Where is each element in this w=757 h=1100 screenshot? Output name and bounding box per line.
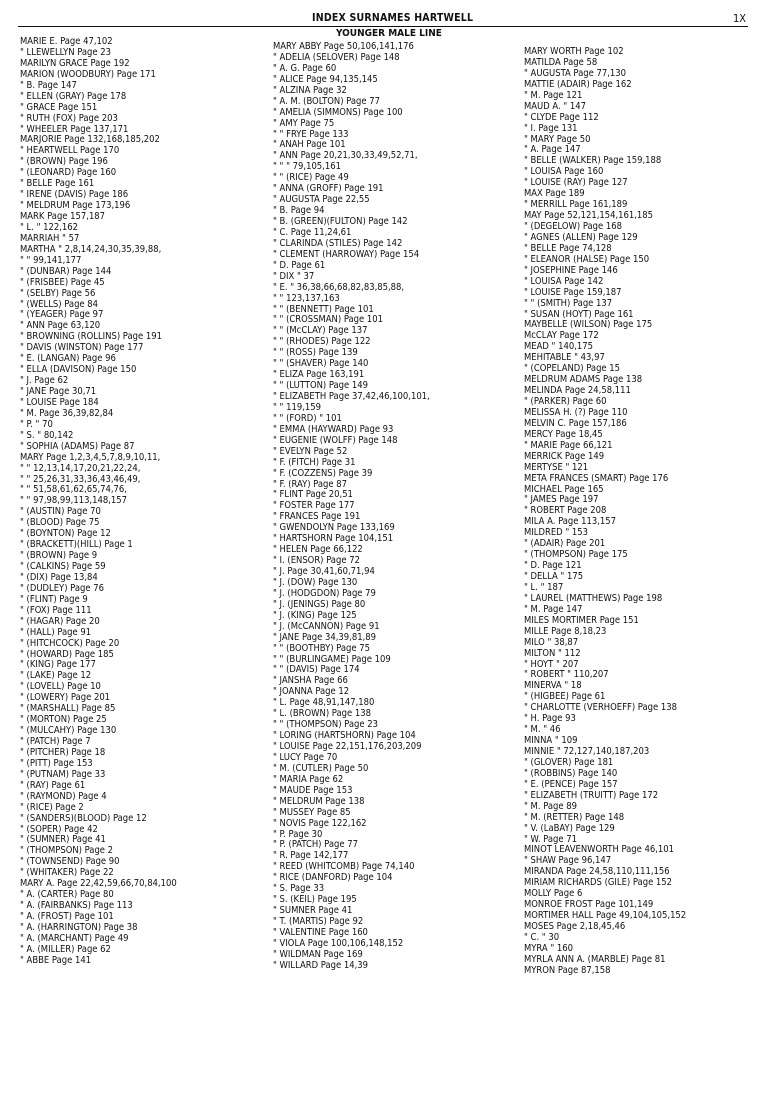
index-entry: " L. Page 48,91,147,180 — [273, 698, 375, 709]
index-entry: " LOUISE Page 22,151,176,203,209 — [273, 742, 422, 752]
index-entry: MAY Page 52,121,154,161,185 — [524, 211, 654, 222]
index-entry: MAYBELLE (WILSON) Page 175 — [524, 320, 653, 331]
index-entry: " HELEN Page 66,122 — [273, 545, 363, 556]
index-entry: " " 97,98,99,113,148,157 — [20, 496, 127, 507]
index-entry: " LOUISE (RAY) Page 127 — [524, 178, 628, 189]
index-entry: " LLEWELLYN Page 23 — [20, 47, 112, 58]
index-entry: " (HIGBEE) Page 61 — [524, 692, 606, 703]
index-entry: " (BROWN) Page 196 — [20, 157, 108, 168]
index-entry: MARK Page 157,187 — [20, 212, 106, 222]
index-entry: " EUGENIE (WOLFF) Page 148 — [273, 435, 398, 446]
index-entry: " NOVIS Page 122,162 — [273, 818, 367, 829]
index-entry: " " FRYE Page 133 — [273, 129, 349, 140]
index-entry: " (HITCHCOCK) Page 20 — [20, 638, 120, 649]
index-entry: " A. G. Page 60 — [273, 63, 337, 74]
index-entry: " DIX " 37 — [273, 271, 315, 282]
index-entry: MINOT LEAVENWORTH Page 46,101 — [524, 845, 675, 856]
index-entry: " " 99,141,177 — [20, 255, 82, 266]
index-entry: " (THOMPSON) Page 175 — [524, 550, 628, 561]
index-entry: MYRLA ANN A. (MARBLE) Page 81 — [524, 954, 666, 965]
index-entry: " (GLOVER) Page 181 — [524, 757, 614, 768]
index-entry: " " (DAVIS) Page 174 — [273, 665, 360, 676]
index-entry: " " 12,13,14,17,20,21,22,24, — [20, 463, 141, 474]
index-entry: McCLAY Page 172 — [524, 331, 599, 342]
index-entry: " (HOWARD) Page 185 — [20, 649, 114, 660]
index-entry: " (AUSTIN) Page 70 — [20, 507, 101, 518]
index-entry: " EVELYN Page 52 — [273, 446, 348, 457]
index-entry: " (SUMNER) Page 41 — [20, 835, 106, 846]
index-entry: MATTIE (ADAIR) Page 162 — [524, 79, 632, 90]
index-entry: " (THOMPSON) Page 2 — [20, 846, 114, 857]
index-entry: " (SELBY) Page 56 — [20, 288, 96, 299]
index-entry: MYRA " 160 — [524, 943, 574, 954]
index-entry: " (BRACKETT)(HILL) Page 1 — [20, 540, 133, 551]
index-entry: " " (LUTTON) Page 149 — [273, 381, 369, 392]
index-entry: " (LAKE) Page 12 — [20, 671, 92, 682]
index-entry: " ANAH Page 101 — [273, 140, 346, 151]
index-entry: " MERRILL Page 161,189 — [524, 200, 628, 211]
index-entry: " VALENTINE Page 160 — [273, 927, 368, 938]
index-entry: " (LOVELL) Page 10 — [20, 682, 101, 693]
index-entry: " JANE Page 30,71 — [20, 387, 97, 397]
index-entry: " S. Page 33 — [273, 884, 325, 895]
index-entry: " L. " 122,162 — [20, 222, 79, 233]
index-entry: " " (SMITH) Page 137 — [524, 298, 613, 309]
index-entry: " MELDRUM Page 173,196 — [20, 201, 131, 212]
page-number: 1X — [733, 12, 747, 25]
index-entry: MELDRUM ADAMS Page 138 — [524, 375, 643, 386]
index-entry: " ALZINA Page 32 — [273, 85, 347, 96]
index-column-3 — [524, 47, 756, 977]
index-entry: " (DEGELOW) Page 168 — [524, 222, 622, 232]
index-entry: MELISSA H. (?) Page 110 — [524, 407, 628, 418]
index-entry: " (WHITAKER) Page 22 — [20, 868, 114, 879]
index-entry: MICHAEL Page 165 — [524, 484, 604, 495]
index-entry: " LORING (HARTSHORN) Page 104 — [273, 731, 416, 742]
index-entry: " BELLE Page 74,128 — [524, 243, 612, 254]
index-entry: MILLE Page 8,18,23 — [524, 626, 607, 637]
index-entry: MELINDA Page 24,58,111 — [524, 386, 631, 397]
index-entry: MIRIAM RICHARDS (GILE) Page 152 — [524, 878, 673, 889]
index-entry: " AUGUSTA Page 22,55 — [273, 195, 370, 206]
index-entry: MARJORIE Page 132,168,185,202 — [20, 135, 160, 146]
index-entry: " SHAW Page 96,147 — [524, 856, 612, 867]
index-entry: " WHEELER Page 137,171 — [20, 124, 129, 135]
index-entry: " P. " 70 — [20, 419, 53, 430]
index-entry: " BELLE (WALKER) Page 159,188 — [524, 156, 662, 167]
index-entry: " " (FORD) " 101 — [273, 413, 342, 424]
index-entry: MONROE FROST Page 101,149 — [524, 900, 654, 911]
index-entry: MIRANDA Page 24,58,110,111,156 — [524, 867, 670, 878]
index-entry: " ROBERT " 110,207 — [524, 670, 609, 681]
index-entry: " J. Page 30,41,60,71,94 — [273, 567, 375, 577]
index-entry: " (PATCH) Page 7 — [20, 737, 91, 747]
index-entry: " A. (MILLER) Page 62 — [20, 944, 111, 955]
index-entry: " " 123,137,163 — [273, 293, 340, 304]
index-entry: " M. Page 147 — [524, 604, 583, 615]
index-entry: MARILYN GRACE Page 192 — [20, 58, 130, 69]
index-entry: " " (SHAVER) Page 140 — [273, 359, 369, 370]
index-entry: " BELLE Page 161 — [20, 179, 95, 190]
index-entry: " ELIZABETH Page 37,42,46,100,101, — [273, 392, 430, 402]
index-entry: " ELEANOR (HALSE) Page 150 — [524, 254, 650, 265]
index-entry: " (LOWERY) Page 201 — [20, 693, 111, 704]
index-entry: " S. " 80,142 — [20, 430, 74, 441]
index-entry: " FOSTER Page 177 — [273, 501, 355, 512]
index-entry: " ANNA (GROFF) Page 191 — [273, 184, 384, 195]
index-entry: MILTON " 112 — [524, 648, 581, 659]
index-entry: " R. Page 142,177 — [273, 851, 349, 862]
index-entry: " M. (CUTLER) Page 50 — [273, 763, 369, 774]
index-entry: " F. (FITCH) Page 31 — [273, 457, 356, 468]
index-entry: " " (THOMPSON) Page 23 — [273, 720, 378, 731]
index-column-2 — [273, 42, 513, 972]
index-entry: " JANE Page 34,39,81,89 — [273, 632, 376, 643]
index-entry: MARRIAH " 57 — [20, 233, 80, 244]
index-entry: MARY ABBY Page 50,106,141,176 — [273, 42, 414, 52]
index-entry: " (PUTNAM) Page 33 — [20, 769, 106, 780]
index-entry: " (ROBBINS) Page 140 — [524, 768, 618, 779]
index-entry: " (BLOOD) Page 75 — [20, 518, 100, 529]
index-entry: " ROBERT Page 208 — [524, 506, 607, 517]
index-entry: MAUD A. " 147 — [524, 101, 587, 112]
index-entry: " (LEONARD) Page 160 — [20, 168, 117, 179]
index-entry: MEAD " 140,175 — [524, 342, 593, 353]
index-entry: " LOUISE Page 184 — [20, 397, 99, 408]
index-entry: " MELDRUM Page 138 — [273, 796, 365, 807]
index-entry: " CLARINDA (STILES) Page 142 — [273, 238, 403, 249]
index-entry: MARIE E. Page 47,102 — [20, 37, 113, 47]
index-entry: " CLEMENT (HARROWAY) Page 154 — [273, 249, 420, 260]
index-entry: " (DUNBAR) Page 144 — [20, 266, 112, 277]
index-entry: " (TOWNSEND) Page 90 — [20, 857, 120, 868]
index-entry: " M. Page 36,39,82,84 — [20, 408, 114, 419]
index-entry: " IRENE (DAVIS) Page 186 — [20, 190, 129, 201]
index-entry: " A. M. (BOLTON) Page 77 — [273, 96, 380, 107]
index-entry: " F. (RAY) Page 87 — [273, 479, 347, 490]
page-header — [0, 12, 757, 26]
index-entry: " S. (KEIL) Page 195 — [273, 895, 357, 906]
index-entry: " A. (FROST) Page 101 — [20, 912, 114, 922]
index-entry: " CLYDE Page 112 — [524, 112, 599, 123]
index-entry: " WILLARD Page 14,39 — [273, 960, 368, 971]
index-entry: " (MORTON) Page 25 — [20, 715, 107, 726]
index-entry: " " (McCLAY) Page 137 — [273, 326, 368, 337]
index-entry: " ELLEN (GRAY) Page 178 — [20, 91, 127, 102]
index-entry: " M. Page 121 — [524, 90, 583, 101]
index-entry: " LOUISA Page 142 — [524, 276, 604, 287]
index-entry: " (PITCHER) Page 18 — [20, 747, 106, 758]
index-entry: " (FLINT) Page 9 — [20, 594, 88, 605]
index-entry: " GRACE Page 151 — [20, 102, 98, 113]
index-entry: MILO " 38,87 — [524, 637, 579, 648]
index-entry: MAX Page 189 — [524, 189, 585, 200]
index-entry: MERCY Page 18,45 — [524, 429, 603, 440]
index-entry: " GWENDOLYN Page 133,169 — [273, 523, 395, 534]
index-entry: " ELIZABETH (TRUITT) Page 172 — [524, 790, 659, 801]
index-entry: " RICE (DANFORD) Page 104 — [273, 873, 393, 884]
index-entry: " " (RHODES) Page 122 — [273, 337, 371, 348]
index-entry: " (BROWN) Page 9 — [20, 551, 98, 562]
index-entry: MARY A. Page 22,42,59,66,70,84,100 — [20, 879, 177, 890]
index-entry: " E. (PENCE) Page 157 — [524, 779, 618, 790]
index-entry: " (MARSHALL) Page 85 — [20, 704, 116, 715]
index-entry: " " (ROSS) Page 139 — [273, 348, 358, 359]
index-entry: " B. Page 147 — [20, 80, 77, 91]
index-entry: " M. " 46 — [524, 725, 561, 736]
index-entry: MILA A. Page 113,157 — [524, 517, 617, 528]
index-entry: " (BOYNTON) Page 12 — [20, 529, 111, 540]
index-entry: " " " 79,105,161 — [273, 162, 341, 173]
index-column-1 — [20, 37, 270, 967]
index-entry: " EMMA (HAYWARD) Page 93 — [273, 424, 394, 435]
index-entry: " A. (HARRINGTON) Page 38 — [20, 922, 138, 933]
index-entry: " DELLA " 175 — [524, 572, 584, 582]
index-entry: " V. (LaBAY) Page 129 — [524, 823, 615, 834]
index-entry: " (DIX) Page 13,84 — [20, 572, 98, 583]
index-entry: MOSES Page 2,18,45,46 — [524, 922, 626, 932]
index-entry: " JOSEPHINE Page 146 — [524, 265, 618, 276]
index-entry: " L. (BROWN) Page 138 — [273, 709, 371, 720]
index-entry: " ABBE Page 141 — [20, 955, 92, 966]
index-entry: " MARY Page 50 — [524, 134, 591, 145]
index-entry: " SUMNER Page 41 — [273, 906, 353, 917]
index-entry: " A. Page 147 — [524, 145, 581, 156]
index-entry: " BROWNING (ROLLINS) Page 191 — [20, 332, 162, 343]
index-entry: " HEARTWELL Page 170 — [20, 146, 120, 157]
index-entry: " J. (JENINGS) Page 80 — [273, 599, 366, 610]
index-entry: " J. (DOW) Page 130 — [273, 577, 358, 588]
index-entry: MERRICK Page 149 — [524, 451, 605, 462]
index-entry: " A. (CARTER) Page 80 — [20, 890, 114, 901]
index-entry: " " 25,26,31,33,36,43,46,49, — [20, 474, 141, 485]
index-entry: " (SOPER) Page 42 — [20, 824, 98, 835]
index-entry: " B. Page 94 — [273, 206, 325, 217]
index-entry: " M. (RETTER) Page 148 — [524, 812, 625, 823]
index-entry: " JANSHA Page 66 — [273, 676, 348, 687]
index-entry: " AMELIA (SIMMONS) Page 100 — [273, 107, 403, 118]
index-entry: " ADELIA (SELOVER) Page 148 — [273, 52, 400, 63]
page-title: INDEX SURNAMES HARTWELL — [312, 12, 474, 24]
index-entry: " (KING) Page 177 — [20, 660, 96, 671]
index-entry: " (ADAIR) Page 201 — [524, 539, 606, 550]
index-entry: " E. " 36,38,66,68,82,83,85,88, — [273, 282, 405, 293]
index-entry: " A. (MARCHANT) Page 49 — [20, 933, 129, 944]
index-entry: " (FRISBEE) Page 45 — [20, 277, 105, 288]
index-entry: " DAVIS (WINSTON) Page 177 — [20, 343, 144, 354]
index-entry: " " (BURLINGAME) Page 109 — [273, 654, 391, 665]
index-entry: " (RAYMOND) Page 4 — [20, 791, 107, 802]
index-entry: " L. " 187 — [524, 582, 564, 593]
index-entry: " RUTH (FOX) Page 203 — [20, 113, 118, 124]
index-entry: MARION (WOODBURY) Page 171 — [20, 69, 156, 80]
index-entry: " F. (COZZENS) Page 39 — [273, 468, 373, 479]
index-entry: " REED (WHITCOMB) Page 74,140 — [273, 862, 415, 873]
index-entry: MINNA " 109 — [524, 736, 578, 747]
index-entry: " " 51,58,61,62,65,74,76, — [20, 485, 127, 496]
index-entry: " (HAGAR) Page 20 — [20, 616, 100, 627]
index-entry: " W. Page 71 — [524, 834, 577, 845]
index-entry: " (CALKINS) Page 59 — [20, 562, 106, 572]
index-entry: " B. (GREEN)(FULTON) Page 142 — [273, 217, 408, 227]
index-entry: " MUSSEY Page 85 — [273, 807, 351, 818]
index-entry: MILES MORTIMER Page 151 — [524, 615, 639, 626]
index-entry: " FLINT Page 20,51 — [273, 490, 353, 501]
index-entry: " ALICE Page 94,135,145 — [273, 74, 378, 85]
index-entry: " T. (MARTIS) Page 92 — [273, 917, 364, 927]
index-entry: " J. (KING) Page 125 — [273, 610, 357, 621]
index-entry: " P. Page 30 — [273, 829, 323, 840]
index-entry: " J. (HODGDON) Page 79 — [273, 588, 376, 599]
index-entry: " WILDMAN Page 169 — [273, 949, 363, 960]
index-entry: " " 119,159 — [273, 402, 321, 413]
index-entry: " I. Page 131 — [524, 123, 578, 134]
index-entry: MORTIMER HALL Page 49,104,105,152 — [524, 911, 687, 922]
index-entry: " LOUISE Page 159,187 — [524, 287, 622, 298]
index-entry: " MAUDE Page 153 — [273, 785, 353, 796]
index-entry: " HARTSHORN Page 104,151 — [273, 534, 394, 545]
index-entry: " LUCY Page 70 — [273, 752, 338, 763]
index-entry: " JOANNA Page 12 — [273, 687, 350, 698]
index-entry: " HOYT " 207 — [524, 659, 579, 670]
index-entry: " SOPHIA (ADAMS) Page 87 — [20, 441, 135, 452]
index-entry: " MARIE Page 66,121 — [524, 440, 613, 451]
index-entry: " M. Page 89 — [524, 801, 577, 812]
index-entry: " AUGUSTA Page 77,130 — [524, 68, 626, 79]
index-entry: " (RAY) Page 61 — [20, 780, 86, 791]
index-entry: " C. Page 11,24,61 — [273, 227, 352, 238]
index-entry: " I. (ENSOR) Page 72 — [273, 556, 360, 567]
index-entry: " (FOX) Page 111 — [20, 605, 92, 616]
index-entry: " " (BENNETT) Page 101 — [273, 304, 374, 315]
index-entry: " C. " 30 — [524, 932, 560, 943]
index-entry: " MARIA Page 62 — [273, 774, 344, 785]
index-entry: " P. (PATCH) Page 77 — [273, 840, 358, 851]
index-entry: " " (BOOTHBY) Page 75 — [273, 643, 370, 654]
index-entry: " ELIZA Page 163,191 — [273, 370, 365, 381]
index-entry: META FRANCES (SMART) Page 176 — [524, 473, 669, 484]
index-entry: " LAUREL (MATTHEWS) Page 198 — [524, 593, 663, 604]
index-entry: " (WELLS) Page 84 — [20, 299, 99, 310]
index-entry: " JAMES Page 197 — [524, 495, 599, 506]
index-entry: " J. Page 62 — [20, 376, 69, 387]
index-entry: " SUSAN (HOYT) Page 161 — [524, 309, 634, 320]
index-entry: " (MULCAHY) Page 130 — [20, 726, 117, 737]
index-entry: " D. Page 61 — [273, 260, 326, 271]
index-entry: MYRON Page 87,158 — [524, 965, 611, 976]
index-entry: " AMY Page 75 — [273, 118, 335, 129]
index-entry: " (DUDLEY) Page 76 — [20, 583, 104, 594]
index-entry: MARTHA " 2,8,14,24,30,35,39,88, — [20, 244, 162, 255]
index-entry: MEHITABLE " 43,97 — [524, 353, 605, 364]
index-entry: " J. (McCANNON) Page 91 — [273, 621, 380, 632]
index-entry: " A. (FAIRBANKS) Page 113 — [20, 901, 133, 912]
index-entry: " ANN Page 63,120 — [20, 321, 101, 332]
index-entry: " (RICE) Page 2 — [20, 802, 84, 813]
index-entry: " (PITT) Page 153 — [20, 758, 93, 769]
index-entry: " " (CROSSMAN) Page 101 — [273, 315, 383, 326]
index-entry: " (PARKER) Page 60 — [524, 397, 607, 407]
index-entry: " FRANCES Page 191 — [273, 512, 361, 523]
index-entry: MARY Page 1,2,3,4,5,7,8,9,10,11, — [20, 452, 161, 463]
index-entry: " D. Page 121 — [524, 561, 582, 572]
index-entry: " AGNES (ALLEN) Page 129 — [524, 232, 638, 243]
index-entry: " H. Page 93 — [524, 714, 576, 725]
index-entry: " (SANDERS)(BLOOD) Page 12 — [20, 813, 147, 824]
index-entry: MATILDA Page 58 — [524, 57, 598, 68]
index-entry: " (YEAGER) Page 97 — [20, 310, 104, 321]
index-entry: " VIOLA Page 100,106,148,152 — [273, 938, 404, 949]
index-entry: " CHARLOTTE (VERHOEFF) Page 138 — [524, 703, 677, 714]
index-entry: MARY WORTH Page 102 — [524, 47, 624, 57]
section-subtitle: YOUNGER MALE LINE — [336, 28, 442, 39]
index-entry: " LOUISA Page 160 — [524, 167, 604, 178]
index-entry: MERTYSE " 121 — [524, 462, 589, 473]
index-entry: MINNIE " 72,127,140,187,203 — [524, 747, 650, 757]
index-entry: " (COPELAND) Page 15 — [524, 364, 621, 375]
index-entry: MILDRED " 153 — [524, 528, 588, 539]
index-entry: " " (RICE) Page 49 — [273, 173, 349, 184]
header-rule — [18, 26, 748, 27]
index-entry: MOLLY Page 6 — [524, 889, 583, 900]
index-entry: MELVIN C. Page 157,186 — [524, 418, 627, 429]
index-entry: " ANN Page 20,21,30,33,49,52,71, — [273, 151, 418, 162]
index-entry: MINERVA " 18 — [524, 681, 582, 692]
index-entry: " (HALL) Page 91 — [20, 627, 92, 638]
index-entry: " E. (LANGAN) Page 96 — [20, 354, 116, 365]
index-entry: " ELLA (DAVISON) Page 150 — [20, 365, 137, 376]
